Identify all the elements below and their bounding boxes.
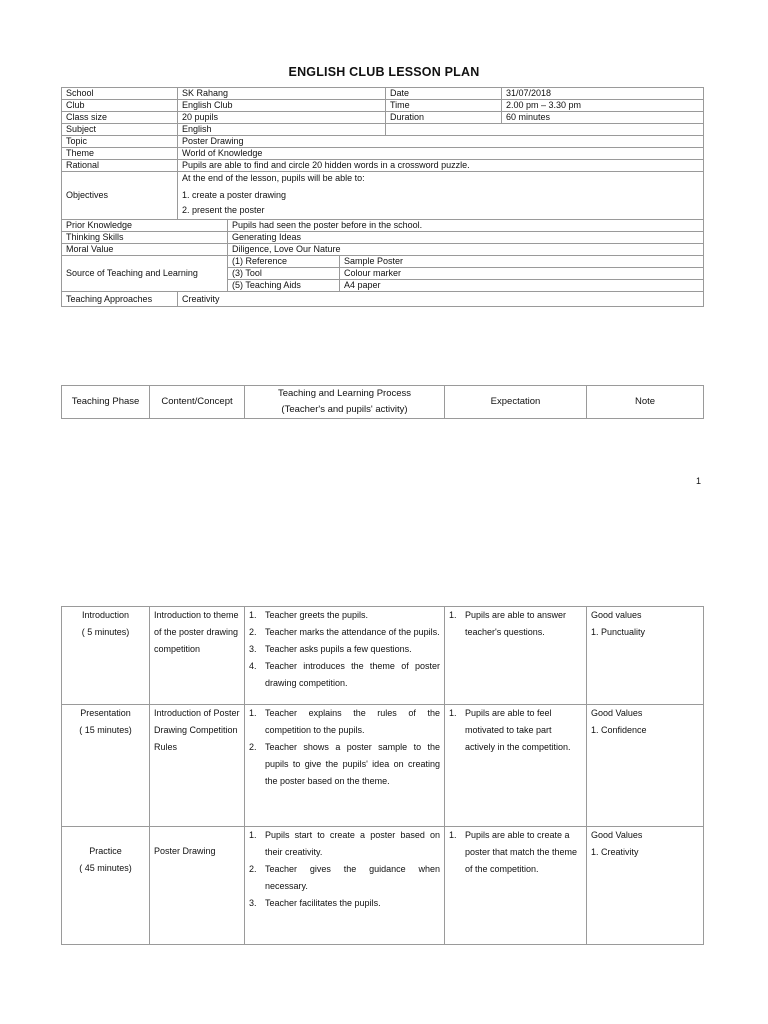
list-item	[249, 624, 440, 641]
step-text: Teacher introduces the theme of poster drawing competition.	[265, 661, 440, 688]
step-text: Pupils start to create a poster based on their creativity.	[265, 830, 440, 857]
table-row	[62, 160, 704, 172]
phase-steps	[245, 705, 445, 827]
table-row	[62, 232, 704, 244]
table-row	[62, 386, 704, 419]
table-row	[62, 220, 704, 232]
table-row	[62, 607, 704, 705]
table-row	[62, 244, 704, 256]
phase-cell	[62, 705, 150, 827]
note-item: 1. Creativity	[591, 847, 639, 857]
page-title: ENGLISH CLUB LESSON PLAN	[288, 65, 480, 79]
list-item	[249, 641, 440, 658]
step-text: Teacher facilitates the pupils.	[265, 898, 381, 908]
phase-cell	[62, 827, 150, 945]
header-process-line: Teaching and Learning Process	[277, 388, 412, 399]
teaching-phases-table	[61, 606, 704, 945]
table-row	[62, 172, 704, 220]
duration-value: 60 minutes	[502, 112, 704, 124]
list-item	[249, 705, 440, 739]
header-teaching-process	[245, 386, 445, 419]
phase-note	[587, 705, 704, 827]
list-item	[249, 827, 440, 861]
thinking-skills-label: Thinking Skills	[62, 232, 228, 244]
phase-content: Introduction of Poster Drawing Competition Rules	[150, 705, 245, 827]
expectation-number: 1.	[449, 610, 457, 620]
date-label: Date	[386, 88, 502, 100]
phase-steps	[245, 827, 445, 945]
source-item: Sample Poster	[340, 256, 704, 268]
phase-expectation	[445, 827, 587, 945]
empty-cell	[386, 124, 704, 136]
header-content-concept: Content/Concept	[150, 386, 245, 419]
club-value: English Club	[178, 100, 386, 112]
steps-list	[249, 827, 440, 912]
step-text: Teacher asks pupils a few questions.	[265, 644, 412, 654]
club-label: Club	[62, 100, 178, 112]
phase-content-text: Poster Drawing	[154, 846, 216, 856]
objective-item: 2. present the poster	[182, 205, 265, 215]
time-label: Time	[386, 100, 502, 112]
list-item	[249, 658, 440, 692]
theme-value: World of Knowledge	[178, 148, 704, 160]
table-row	[62, 705, 704, 827]
table-row	[62, 256, 704, 268]
source-type: (1) Reference	[228, 256, 340, 268]
phase-note	[587, 827, 704, 945]
list-item	[249, 607, 440, 624]
table-row	[62, 292, 704, 307]
steps-list	[249, 705, 440, 790]
table-row	[62, 100, 704, 112]
time-value: 2.00 pm – 3.30 pm	[502, 100, 704, 112]
class-size-value: 20 pupils	[178, 112, 386, 124]
phase-note	[587, 607, 704, 705]
phase-content	[150, 827, 245, 945]
note-title: Good values	[591, 610, 642, 620]
step-number: 2.	[249, 627, 257, 637]
list-item	[249, 895, 440, 912]
subject-value: English	[178, 124, 386, 136]
list-item	[449, 607, 582, 641]
step-number: 3.	[249, 644, 257, 654]
phase-name: Presentation	[80, 708, 131, 718]
note-title: Good Values	[591, 708, 643, 718]
lesson-details-table	[61, 219, 704, 292]
list-item	[449, 827, 582, 878]
step-number: 1.	[249, 830, 257, 840]
step-number: 3.	[249, 898, 257, 908]
step-number: 2.	[249, 742, 257, 752]
step-text: Teacher marks the attendance of the pupils.	[265, 627, 440, 637]
phase-expectation	[445, 607, 587, 705]
source-label: Source of Teaching and Learning	[62, 256, 228, 292]
subject-label: Subject	[62, 124, 178, 136]
header-teaching-phase: Teaching Phase	[62, 386, 150, 419]
table-row	[62, 148, 704, 160]
steps-list	[249, 607, 440, 692]
expectation-list	[449, 827, 582, 878]
topic-label: Topic	[62, 136, 178, 148]
approaches-value: Creativity	[178, 292, 704, 307]
step-number: 4.	[249, 661, 257, 671]
theme-label: Theme	[62, 148, 178, 160]
objectives-intro: At the end of the lesson, pupils will be able to:	[182, 173, 365, 183]
table-row	[62, 827, 704, 945]
step-number: 2.	[249, 864, 257, 874]
rational-value: Pupils are able to find and circle 20 hidden words in a crossword puzzle.	[178, 160, 704, 172]
date-value: 31/07/2018	[502, 88, 704, 100]
source-item: Colour marker	[340, 268, 704, 280]
list-item	[449, 705, 582, 756]
class-size-label: Class size	[62, 112, 178, 124]
expectation-list	[449, 705, 582, 756]
rational-label: Rational	[62, 160, 178, 172]
header-note: Note	[587, 386, 704, 419]
header-process-line: (Teacher's and pupils' activity)	[281, 404, 408, 415]
source-type: (3) Tool	[228, 268, 340, 280]
note-title: Good Values	[591, 830, 643, 840]
school-label: School	[62, 88, 178, 100]
note-item: 1. Punctuality	[591, 627, 646, 637]
phase-steps	[245, 607, 445, 705]
step-text: Teacher shows a poster sample to the pupils to give the pupils' idea on creating the poster based on the theme.	[265, 742, 440, 786]
phase-content: Introduction to theme of the poster drawing competition	[150, 607, 245, 705]
phase-duration: ( 5 minutes)	[81, 627, 130, 637]
prior-knowledge-label: Prior Knowledge	[62, 220, 228, 232]
topic-value: Poster Drawing	[178, 136, 704, 148]
table-row	[62, 112, 704, 124]
expectation-list	[449, 607, 582, 641]
school-value: SK Rahang	[178, 88, 386, 100]
table-row	[62, 124, 704, 136]
phase-duration: ( 15 minutes)	[79, 725, 132, 735]
source-type: (5) Teaching Aids	[228, 280, 340, 292]
note-item: 1. Confidence	[591, 725, 647, 735]
table-row	[62, 88, 704, 100]
header-expectation: Expectation	[445, 386, 587, 419]
expectation-text: Pupils are able to answer teacher's questions.	[465, 610, 567, 637]
thinking-skills-value: Generating Ideas	[228, 232, 704, 244]
expectation-text: Pupils are able to feel motivated to take part actively in the competition.	[465, 708, 571, 752]
step-number: 1.	[249, 708, 257, 718]
phase-name: Introduction	[81, 610, 130, 620]
step-text: Teacher explains the rules of the competition to the pupils.	[265, 708, 440, 735]
source-item: A4 paper	[340, 280, 704, 292]
list-item	[249, 739, 440, 790]
moral-value-value: Diligence, Love Our Nature	[228, 244, 704, 256]
step-text: Teacher gives the guidance when necessary.	[265, 864, 440, 891]
phase-cell	[62, 607, 150, 705]
expectation-text: Pupils are able to create a poster that match the theme of the competition.	[465, 830, 578, 874]
phase-header-table	[61, 385, 704, 419]
page-number: 1	[696, 476, 702, 486]
list-item	[249, 861, 440, 895]
lesson-info-table	[61, 87, 704, 220]
phase-duration: ( 45 minutes)	[79, 863, 132, 873]
objective-item: 1. create a poster drawing	[182, 190, 287, 200]
approaches-label: Teaching Approaches	[62, 292, 178, 307]
moral-value-label: Moral Value	[62, 244, 228, 256]
expectation-number: 1.	[449, 708, 457, 718]
table-row	[62, 136, 704, 148]
step-number: 1.	[249, 610, 257, 620]
step-text: Teacher greets the pupils.	[265, 610, 369, 620]
objectives-label: Objectives	[62, 172, 178, 220]
teaching-approaches-table	[61, 291, 704, 307]
expectation-number: 1.	[449, 830, 457, 840]
prior-knowledge-value: Pupils had seen the poster before in the school.	[228, 220, 704, 232]
phase-name: Practice	[89, 846, 122, 856]
objectives-value	[178, 172, 704, 220]
duration-label: Duration	[386, 112, 502, 124]
phase-expectation	[445, 705, 587, 827]
